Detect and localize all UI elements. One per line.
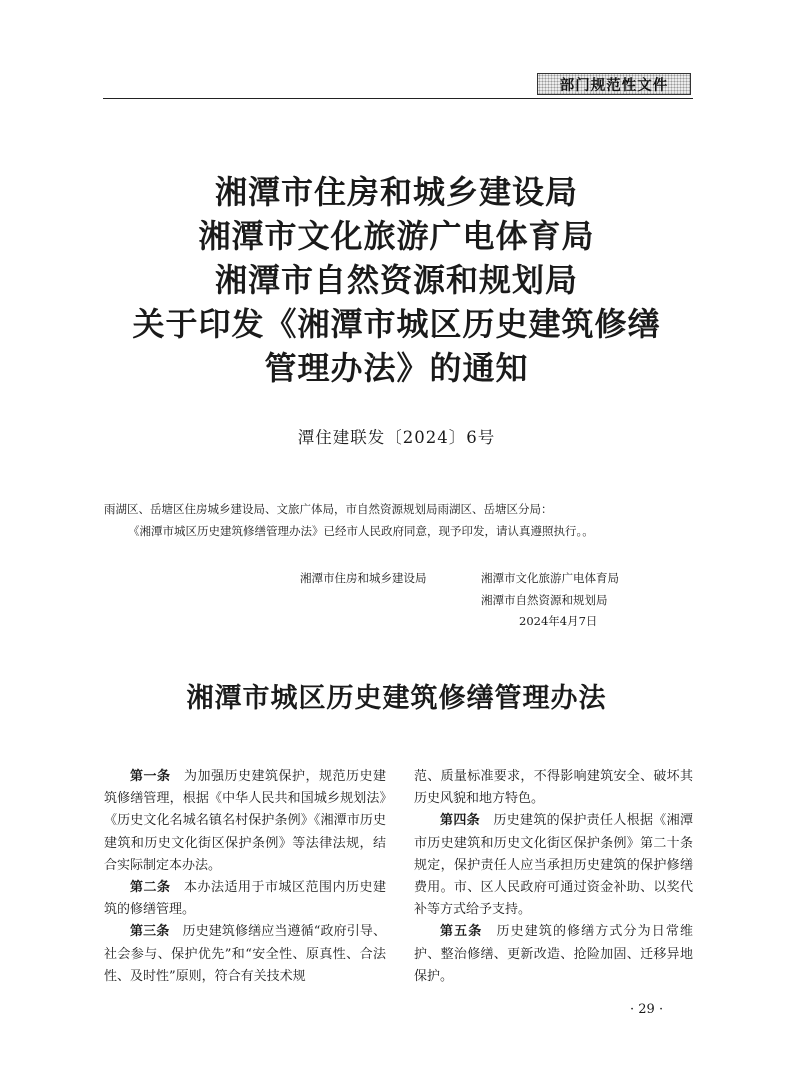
article-text: 本办法适用于市城区范围内历史建筑的修缮管理。	[104, 880, 386, 918]
article-paragraph	[414, 810, 693, 921]
article-label: 第三条	[130, 924, 170, 940]
article-continuation	[414, 766, 693, 810]
notice-title-line: 湘潭市住房和城乡建设局	[214, 173, 578, 211]
article-text: 历史建筑的修缮方式分为日常维护、整治修缮、更新改造、抢险加固、迁移异地保护。	[414, 924, 693, 984]
signer-culture-bureau: 湘潭市文化旅游广电体育局	[481, 571, 619, 585]
article-text: 历史建筑的保护责任人根据《湘潭市历史建筑和历史文化街区保护条例》第二十条规定，保护责任人应当承担历史建筑的保护修缮费用。市、区人民政府可通过资金补助、以奖代补等方式给予支持。	[414, 813, 693, 918]
left-column	[104, 766, 386, 988]
signer-housing-bureau: 湘潭市住房和城乡建设局	[300, 571, 427, 585]
notice-body: 《湘潭市城区历史建筑修缮管理办法》已经市人民政府同意，现予印发，请认真遵照执行。。	[128, 524, 594, 538]
page-number: · 29 ·	[630, 1002, 664, 1017]
article-paragraph	[104, 877, 386, 921]
notice-title-line: 湘潭市文化旅游广电体育局	[198, 217, 595, 255]
notice-title-line: 管理办法》的通知	[264, 349, 529, 387]
article-text: 为加强历史建筑保护，规范历史建筑修缮管理，根据《中华人民共和国城乡规划法》《历史文化名城名镇名村保护条例》《湘潭市历史建筑和历史文化街区保护条例》等法律法规，结合实际制定本办法。	[104, 769, 386, 873]
header-rule	[103, 98, 693, 99]
article-label: 第二条	[130, 880, 171, 896]
article-label: 第一条	[130, 769, 171, 784]
article-text: 范、质量标准要求，不得影响建筑安全、破坏其历史风貌和地方特色。	[414, 769, 693, 807]
notice-title-line: 湘潭市自然资源和规划局	[214, 261, 578, 299]
article-paragraph	[104, 766, 386, 877]
notice-title-line: 关于印发《湘潭市城区历史建筑修缮	[132, 305, 661, 343]
notice-title	[0, 170, 793, 390]
addressee: 雨湖区、岳塘区住房城乡建设局、文旅广体局，市自然资源规划局雨湖区、岳塘区分局：	[104, 502, 553, 516]
right-column	[414, 766, 693, 988]
document-title: 湘潭市城区历史建筑修缮管理办法	[186, 683, 607, 714]
article-text: 历史建筑修缮应当遵循“政府引导、社会参与、保护优先”和“安全性、原真性、合法性、及时性”原则，符合有关技术规	[104, 924, 386, 984]
article-label: 第五条	[440, 924, 483, 940]
notice-date: 2024年4月7日	[519, 614, 598, 628]
article-paragraph	[414, 921, 693, 988]
article-label: 第四条	[440, 813, 480, 829]
category-tag: 部门规范性文件	[537, 73, 691, 95]
document-number: 潭住建联发〔2024〕6号	[297, 428, 496, 447]
article-paragraph	[104, 921, 386, 988]
signer-resources-bureau: 湘潭市自然资源和规划局	[481, 593, 608, 607]
